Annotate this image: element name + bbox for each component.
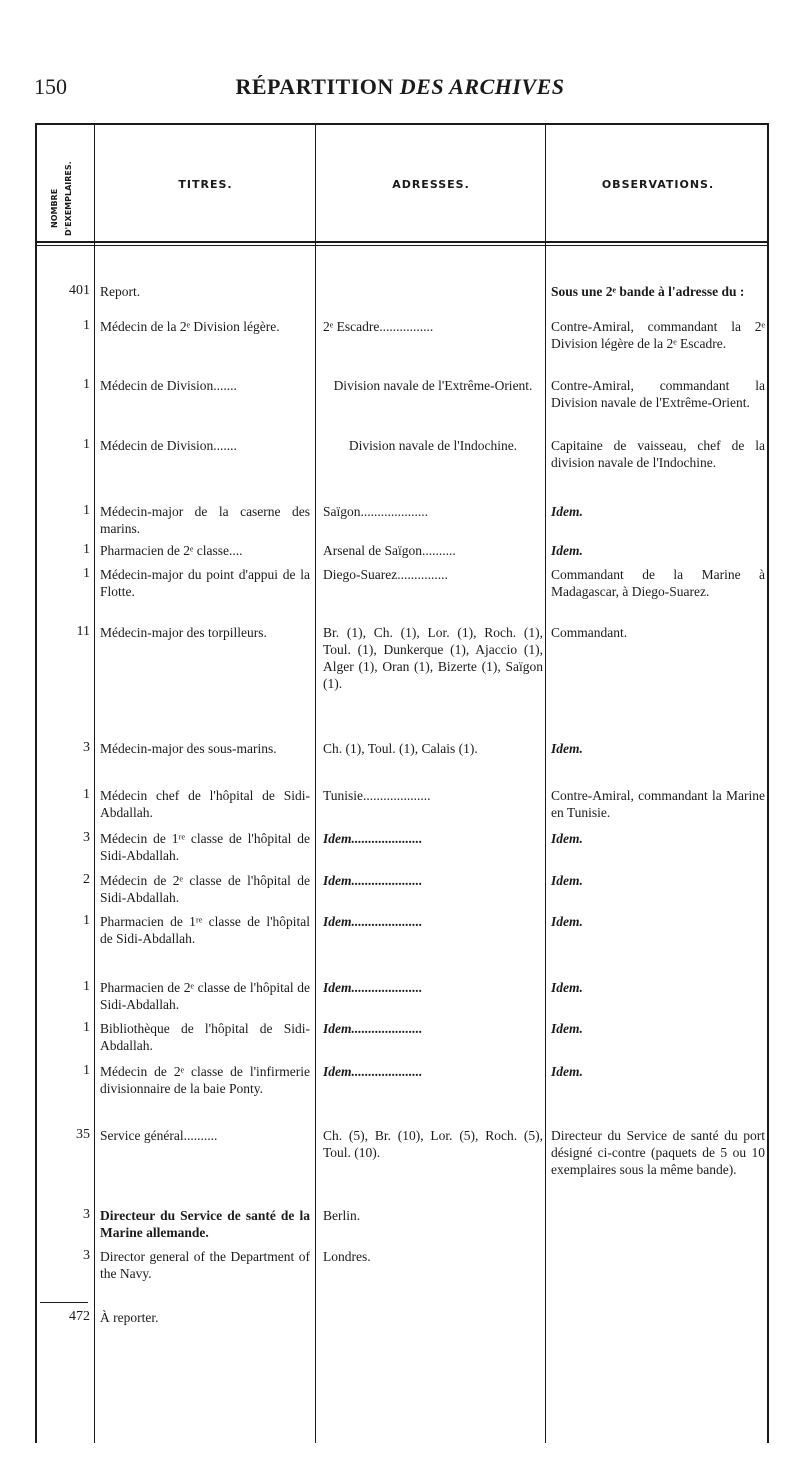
copies-count: 1 [83,377,90,392]
entry-observation: Idem. [551,831,583,846]
entry-observation: Idem. [551,1064,583,1079]
running-title: RÉPARTITION DES ARCHIVES [235,74,565,99]
page-number: 150 [34,74,67,99]
copies-count: 3 [83,1207,90,1222]
observations-header: OBSERVATIONS. [601,178,715,191]
copies-count: 11 [76,624,90,639]
copies-count: 1 [83,503,90,518]
count-header-line2: D'EXEMPLAIRES. [64,161,73,236]
entry-address: Tunisie.................... [323,788,431,803]
column-divider [94,123,95,1443]
copies-count: 1 [83,318,90,333]
entry-title: Pharmacien de 2ᵉ classe.... [100,543,243,558]
copies-count: 1 [83,1020,90,1035]
entry-observation: Idem. [551,1021,583,1036]
entry-address: Diego-Suarez............... [323,567,448,582]
count-header-line1: NOMBRE [50,188,59,228]
entry-address: Idem..................... [323,1064,423,1079]
copies-count: 2 [83,872,90,887]
copies-total: 472 [69,1309,90,1324]
entry-address: Idem..................... [323,1021,423,1036]
entry-address: Arsenal de Saïgon.......... [323,543,456,558]
entry-address: 2ᵉ Escadre................ [323,319,434,334]
copies-count: 3 [83,830,90,845]
entry-address: Ch. (5), Br. (10), Lor. (5), Roch. (5), Toul. (10). [323,1128,543,1160]
column-divider [545,123,546,1443]
entry-title: Médecin de Division....... [100,438,237,453]
entry-title: Director general of the Department of the Navy. [100,1249,310,1281]
copies-count: 1 [83,566,90,581]
entry-title: Médecin de 2ᵉ classe de l'hôpital de Sidi-Abdallah. [100,873,310,905]
copies-count: 3 [83,1248,90,1263]
entry-observation: Idem. [551,504,583,519]
entry-address: Saïgon.................... [323,504,429,519]
copies-count: 401 [69,283,90,298]
entry-title: Médecin de Division....... [100,378,237,393]
entry-observation: Idem. [551,543,583,558]
copies-count: 3 [83,740,90,755]
entry-observation: Commandant. [551,625,628,640]
entry-title: Médecin de 2ᵉ classe de l'infirmerie divisionnaire de la baie Ponty. [100,1064,310,1096]
adresses-header: ADRESSES. [392,178,470,191]
entry-title: Report. [100,284,141,299]
header-rule-thin [35,245,769,246]
entry-title: Médecin-major du point d'appui de la Flotte. [100,567,310,599]
copies-count: 1 [83,542,90,557]
entry-observation: Sous une 2ᵉ bande à l'adresse du : [551,284,745,299]
entry-title: Directeur du Service de santé de la Marine allemande. [100,1208,310,1240]
entry-address: Ch. (1), Toul. (1), Calais (1). [323,741,478,756]
entry-address: Division navale de l'Extrême-Orient. [333,378,533,393]
entry-address: Division navale de l'Indochine. [348,438,518,453]
entry-observation: Contre-Amiral, commandant la 2ᵉ Division légère de la 2ᵉ Escadre. [551,319,765,351]
entry-title: Pharmacien de 1ʳᵉ classe de l'hôpital de Sidi-Abdallah. [100,914,310,946]
entry-observation: Contre-Amiral, commandant la Marine en Tunisie. [551,788,765,820]
column-divider [315,123,316,1443]
entry-observation: Contre-Amiral, commandant la Division navale de l'Extrême-Orient. [551,378,765,410]
entry-title: Médecin chef de l'hôpital de Sidi-Abdallah. [100,788,310,820]
entry-observation: Idem. [551,914,583,929]
copies-count: 1 [83,979,90,994]
entry-observation: Idem. [551,980,583,995]
copies-count: 1 [83,913,90,928]
entry-address: Idem..................... [323,914,423,929]
header-rule [35,241,769,243]
entry-observation: Commandant de la Marine à Madagascar, à Diego-Suarez. [551,567,765,599]
entry-address: Idem..................... [323,831,423,846]
sum-rule [40,1302,88,1303]
entry-title: Service général.......... [100,1128,218,1143]
entry-address: Br. (1), Ch. (1), Lor. (1), Roch. (1), Toul. (1), Dunkerque (1), Ajaccio (1), Alger (1), Oran (1), Bizerte (1), Saïgon (1). [323,625,543,691]
page-header [0,74,800,108]
entry-observation: Capitaine de vaisseau, chef de la division navale de l'Indochine. [551,438,765,470]
entry-title: Médecin de 1ʳᵉ classe de l'hôpital de Sidi-Abdallah. [100,831,310,863]
titres-header: TITRES. [178,178,233,191]
entry-observation: Idem. [551,873,583,888]
copies-count: 1 [83,437,90,452]
copies-count: 1 [83,787,90,802]
entry-title: Médecin-major des sous-marins. [100,741,277,756]
copies-count: 35 [76,1127,90,1142]
entry-title: Médecin de la 2ᵉ Division légère. [100,319,280,334]
entry-address: Idem..................... [323,873,423,888]
entry-address: Idem..................... [323,980,423,995]
entry-address: Londres. [323,1249,371,1264]
entry-address: Berlin. [323,1208,361,1223]
count-column-header [44,136,84,236]
entry-title: Médecin-major de la caserne des marins. [100,504,310,536]
entry-observation: Idem. [551,741,583,756]
entry-title: Médecin-major des torpilleurs. [100,625,267,640]
entry-title: Pharmacien de 2ᵉ classe de l'hôpital de Sidi-Abdallah. [100,980,310,1012]
entry-title: À reporter. [100,1310,159,1325]
entry-observation: Directeur du Service de santé du port désigné ci-contre (paquets de 5 ou 10 exemplaires sous la même bande). [551,1128,765,1177]
entry-title: Bibliothèque de l'hôpital de Sidi-Abdallah. [100,1021,310,1053]
copies-count: 1 [83,1063,90,1078]
